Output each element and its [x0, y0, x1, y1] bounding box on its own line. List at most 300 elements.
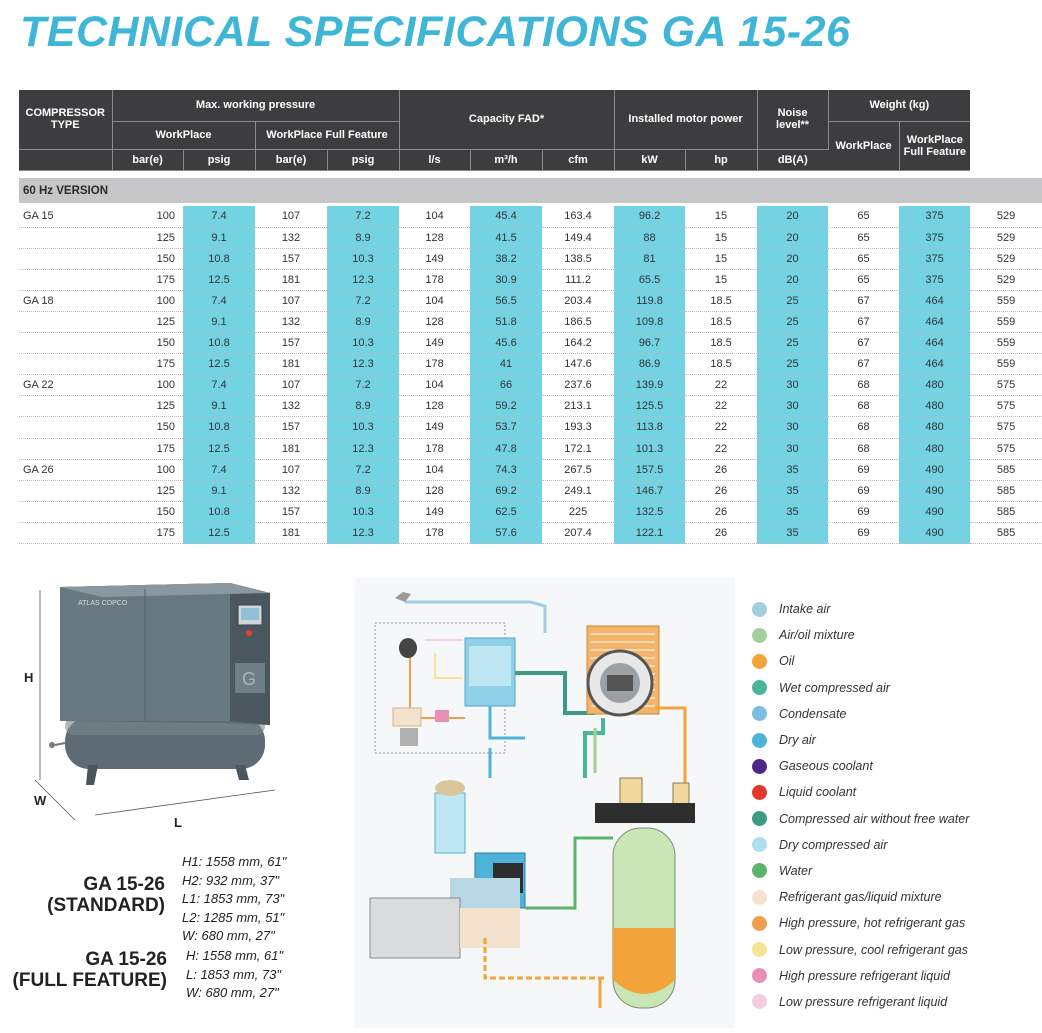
header-weight-workplace: WorkPlace	[828, 121, 899, 170]
table-cell-ff-bar: 8.9	[327, 227, 399, 248]
table-cell-ls: 56.5	[470, 290, 542, 311]
table-cell-ff-bar: 10.3	[327, 501, 399, 522]
legend-label: Intake air	[779, 602, 831, 617]
table-cell-hp: 35	[757, 480, 828, 501]
table-cell-hp: 35	[757, 459, 828, 480]
table-cell-ff-bar: 10.3	[327, 333, 399, 354]
table-cell-kw: 18.5	[685, 354, 757, 375]
svg-text:ATLAS COPCO: ATLAS COPCO	[78, 600, 128, 607]
table-cell-ff-psig: 104	[399, 375, 470, 396]
table-cell-cfm: 96.2	[614, 206, 685, 227]
table-cell-hp: 20	[757, 248, 828, 269]
table-cell-m3h: 237.6	[542, 375, 614, 396]
unit-header: psig	[327, 149, 399, 170]
table-cell-wp-psig: 157	[255, 248, 327, 269]
table-cell-ff-bar: 8.9	[327, 311, 399, 332]
table-row	[19, 459, 1042, 480]
legend-swatch	[752, 863, 767, 878]
table-cell-cfm: 132.5	[614, 501, 685, 522]
table-cell-wp-psig: 181	[255, 438, 327, 459]
legend-label: Liquid coolant	[779, 785, 857, 800]
dimension-item: W: 680 mm, 27"	[186, 985, 279, 1001]
table-cell-m3h: 186.5	[542, 311, 614, 332]
table-cell-w-ff: 575	[970, 417, 1042, 438]
table-cell-wp-psig: 132	[255, 480, 327, 501]
legend-label: High pressure, hot refrigerant gas	[779, 916, 966, 931]
table-cell-w-ff: 585	[970, 522, 1042, 543]
header-weight-full-feature: WorkPlace Full Feature	[899, 121, 970, 170]
legend-label: Wet compressed air	[779, 680, 890, 695]
table-cell-type: GA 26	[19, 459, 112, 480]
table-cell-cfm: 96.7	[614, 333, 685, 354]
legend-item	[752, 806, 984, 832]
unit-header: bar(e)	[112, 149, 183, 170]
table-cell-kw: 22	[685, 396, 757, 417]
table-cell-hp: 35	[757, 501, 828, 522]
table-cell-wp-bar: 7.4	[183, 290, 255, 311]
legend-label: Refrigerant gas/liquid mixture	[779, 890, 942, 905]
table-cell-cfm: 113.8	[614, 417, 685, 438]
full-feature-model-name	[13, 949, 167, 991]
table-cell-ff-psig: 149	[399, 248, 470, 269]
standard-name-line1: GA 15-26	[83, 874, 165, 895]
table-cell-cfm: 119.8	[614, 290, 685, 311]
table-cell-kw: 18.5	[685, 311, 757, 332]
table-cell-psi: 100	[112, 206, 183, 227]
dimension-item: L: 1853 mm, 73"	[186, 966, 281, 982]
table-row	[19, 522, 1042, 543]
table-cell-m3h: 147.6	[542, 354, 614, 375]
table-cell-cfm: 125.5	[614, 396, 685, 417]
table-cell-ls: 51.8	[470, 311, 542, 332]
table-cell-type	[19, 311, 112, 332]
dimension-l-label: L	[174, 815, 182, 830]
table-cell-m3h: 193.3	[542, 417, 614, 438]
legend-label: Water	[779, 863, 813, 878]
legend-item	[752, 675, 984, 701]
table-cell-db: 67	[828, 290, 899, 311]
legend-swatch	[752, 942, 767, 957]
table-cell-ff-bar: 10.3	[327, 417, 399, 438]
table-cell-hp: 30	[757, 438, 828, 459]
table-cell-w-wp: 464	[899, 290, 970, 311]
table-row	[19, 248, 1042, 269]
table-cell-psi: 150	[112, 333, 183, 354]
table-cell-wp-bar: 7.4	[183, 459, 255, 480]
legend-item	[752, 648, 984, 674]
table-cell-cfm: 81	[614, 248, 685, 269]
dimension-item: H1: 1558 mm, 61"	[182, 854, 287, 869]
table-cell-w-wp: 490	[899, 522, 970, 543]
table-cell-psi: 175	[112, 522, 183, 543]
table-cell-w-wp: 480	[899, 438, 970, 459]
table-cell-hp: 20	[757, 269, 828, 290]
full-feature-name-line2: (FULL FEATURE)	[12, 970, 167, 991]
table-cell-ff-psig: 128	[399, 480, 470, 501]
table-cell-hp: 35	[757, 522, 828, 543]
table-cell-kw: 15	[685, 248, 757, 269]
legend-label: Low pressure refrigerant liquid	[779, 994, 948, 1009]
standard-dimensions	[182, 853, 286, 946]
table-cell-ls: 47.8	[470, 438, 542, 459]
table-cell-w-ff: 559	[970, 290, 1042, 311]
table-cell-w-wp: 375	[899, 269, 970, 290]
table-cell-ff-bar: 7.2	[327, 375, 399, 396]
table-cell-w-ff: 585	[970, 480, 1042, 501]
table-cell-psi: 150	[112, 501, 183, 522]
table-cell-wp-bar: 12.5	[183, 438, 255, 459]
table-cell-w-ff: 529	[970, 206, 1042, 227]
legend-item	[752, 596, 984, 622]
legend-label: Dry compressed air	[779, 837, 888, 852]
table-cell-hp: 30	[757, 375, 828, 396]
full-feature-name-line1: GA 15-26	[85, 949, 167, 970]
table-cell-w-wp: 375	[899, 227, 970, 248]
table-cell-psi: 125	[112, 311, 183, 332]
table-cell-w-wp: 375	[899, 248, 970, 269]
table-cell-w-ff: 529	[970, 269, 1042, 290]
legend-item	[752, 832, 984, 858]
legend-swatch	[752, 968, 767, 983]
dimension-item: W: 680 mm, 27"	[182, 928, 275, 944]
table-cell-type	[19, 438, 112, 459]
table-cell-w-ff: 529	[970, 227, 1042, 248]
legend-swatch	[752, 706, 767, 721]
table-cell-cfm: 101.3	[614, 438, 685, 459]
table-cell-wp-bar: 12.5	[183, 354, 255, 375]
legend-swatch	[752, 759, 767, 774]
legend-swatch	[752, 811, 767, 826]
header-noise: Noise level**	[757, 90, 828, 149]
table-cell-kw: 15	[685, 269, 757, 290]
table-cell-m3h: 138.5	[542, 248, 614, 269]
table-cell-kw: 22	[685, 417, 757, 438]
table-cell-wp-bar: 9.1	[183, 480, 255, 501]
legend-swatch	[752, 680, 767, 695]
legend-swatch	[752, 785, 767, 800]
table-cell-w-ff: 575	[970, 438, 1042, 459]
table-cell-type	[19, 522, 112, 543]
legend-swatch	[752, 654, 767, 669]
header-compressor-type: COMPRESSOR TYPE	[19, 90, 112, 149]
table-cell-db: 68	[828, 375, 899, 396]
table-cell-ls: 41	[470, 354, 542, 375]
table-cell-ff-psig: 178	[399, 269, 470, 290]
table-cell-w-wp: 490	[899, 459, 970, 480]
legend-swatch	[752, 994, 767, 1009]
table-cell-db: 65	[828, 206, 899, 227]
table-cell-m3h: 149.4	[542, 227, 614, 248]
legend-item	[752, 910, 984, 936]
header-capacity: Capacity FAD*	[399, 90, 614, 149]
table-cell-psi: 175	[112, 354, 183, 375]
legend-item	[752, 936, 984, 962]
spec-table	[19, 90, 1042, 544]
table-cell-psi: 125	[112, 227, 183, 248]
table-cell-cfm: 86.9	[614, 354, 685, 375]
table-cell-ff-bar: 8.9	[327, 480, 399, 501]
table-cell-cfm: 109.8	[614, 311, 685, 332]
unit-header: dB(A)	[757, 149, 828, 170]
table-cell-kw: 26	[685, 480, 757, 501]
table-cell-w-ff: 575	[970, 375, 1042, 396]
table-cell-m3h: 249.1	[542, 480, 614, 501]
table-cell-ls: 74.3	[470, 459, 542, 480]
version-label: 60 Hz VERSION	[19, 178, 1042, 203]
table-cell-wp-psig: 181	[255, 269, 327, 290]
table-cell-wp-bar: 12.5	[183, 522, 255, 543]
legend-item	[752, 858, 984, 884]
legend-label: Oil	[779, 654, 795, 669]
header-max-pressure: Max. working pressure	[112, 90, 399, 121]
legend-item	[752, 884, 984, 910]
legend-swatch	[752, 602, 767, 617]
table-cell-ff-bar: 7.2	[327, 459, 399, 480]
table-cell-db: 67	[828, 311, 899, 332]
table-cell-wp-psig: 181	[255, 354, 327, 375]
table-cell-ff-psig: 104	[399, 206, 470, 227]
table-cell-kw: 15	[685, 227, 757, 248]
table-row	[19, 311, 1042, 332]
table-cell-hp: 20	[757, 227, 828, 248]
legend-item	[752, 701, 984, 727]
table-cell-wp-psig: 157	[255, 501, 327, 522]
table-cell-db: 67	[828, 354, 899, 375]
table-cell-w-wp: 490	[899, 501, 970, 522]
unit-header: psig	[183, 149, 255, 170]
table-cell-hp: 30	[757, 417, 828, 438]
legend-label: Low pressure, cool refrigerant gas	[779, 942, 968, 957]
table-cell-wp-bar: 7.4	[183, 206, 255, 227]
table-cell-wp-psig: 181	[255, 522, 327, 543]
table-cell-ff-psig: 128	[399, 227, 470, 248]
legend-item	[752, 779, 984, 805]
table-cell-ls: 53.7	[470, 417, 542, 438]
table-cell-w-ff: 585	[970, 501, 1042, 522]
table-cell-cfm: 157.5	[614, 459, 685, 480]
table-cell-db: 67	[828, 333, 899, 354]
dimension-item: L2: 1285 mm, 51"	[182, 909, 285, 925]
table-cell-db: 68	[828, 417, 899, 438]
legend-item	[752, 753, 984, 779]
table-row	[19, 290, 1042, 311]
table-cell-wp-psig: 107	[255, 375, 327, 396]
table-cell-kw: 18.5	[685, 290, 757, 311]
table-cell-cfm: 139.9	[614, 375, 685, 396]
table-cell-ls: 30.9	[470, 269, 542, 290]
unit-header: cfm	[542, 149, 614, 170]
table-cell-ls: 66	[470, 375, 542, 396]
compressor-drawing	[20, 575, 320, 835]
table-cell-kw: 22	[685, 438, 757, 459]
table-cell-w-ff: 585	[970, 459, 1042, 480]
table-cell-ls: 45.4	[470, 206, 542, 227]
header-workplace-ff: WorkPlace Full Feature	[255, 121, 399, 149]
table-cell-hp: 25	[757, 333, 828, 354]
standard-name-line2: (STANDARD)	[47, 895, 165, 916]
table-cell-wp-bar: 9.1	[183, 396, 255, 417]
flow-diagram-drawing	[355, 578, 735, 1028]
table-cell-ff-psig: 178	[399, 438, 470, 459]
table-cell-wp-bar: 10.8	[183, 248, 255, 269]
table-cell-db: 65	[828, 227, 899, 248]
legend-swatch	[752, 837, 767, 852]
table-cell-ff-psig: 128	[399, 396, 470, 417]
table-cell-w-wp: 480	[899, 396, 970, 417]
table-cell-w-wp: 464	[899, 354, 970, 375]
table-cell-ff-bar: 12.3	[327, 438, 399, 459]
table-cell-hp: 25	[757, 290, 828, 311]
table-cell-type	[19, 396, 112, 417]
table-cell-w-wp: 490	[899, 480, 970, 501]
table-cell-ff-bar: 12.3	[327, 522, 399, 543]
dimension-item: L1: 1853 mm, 73"	[182, 891, 285, 907]
table-cell-m3h: 203.4	[542, 290, 614, 311]
table-cell-type	[19, 501, 112, 522]
table-cell-db: 65	[828, 269, 899, 290]
table-cell-psi: 100	[112, 290, 183, 311]
table-cell-psi: 175	[112, 438, 183, 459]
legend-item	[752, 727, 984, 753]
table-cell-db: 65	[828, 248, 899, 269]
legend-label: Dry air	[779, 733, 816, 748]
table-cell-w-wp: 464	[899, 333, 970, 354]
table-cell-type	[19, 333, 112, 354]
table-cell-ff-bar: 7.2	[327, 206, 399, 227]
unit-header: bar(e)	[255, 149, 327, 170]
dimension-w-label: W	[34, 793, 47, 808]
table-cell-m3h: 207.4	[542, 522, 614, 543]
table-cell-w-wp: 480	[899, 417, 970, 438]
table-cell-ls: 59.2	[470, 396, 542, 417]
table-cell-ls: 57.6	[470, 522, 542, 543]
header-weight: Weight (kg)	[828, 90, 970, 121]
table-cell-ff-psig: 178	[399, 522, 470, 543]
table-cell-w-ff: 559	[970, 311, 1042, 332]
legend-swatch	[752, 916, 767, 931]
table-cell-kw: 26	[685, 459, 757, 480]
table-cell-hp: 30	[757, 396, 828, 417]
legend-item	[752, 989, 984, 1015]
table-cell-ls: 69.2	[470, 480, 542, 501]
table-cell-db: 68	[828, 438, 899, 459]
table-cell-kw: 18.5	[685, 333, 757, 354]
table-cell-db: 69	[828, 480, 899, 501]
legend-label: Air/oil mixture	[779, 628, 855, 643]
full-feature-dimensions	[186, 947, 283, 1003]
table-cell-ls: 41.5	[470, 227, 542, 248]
legend-item	[752, 963, 984, 989]
header-empty-cell	[19, 149, 112, 170]
table-cell-m3h: 164.2	[542, 333, 614, 354]
table-cell-w-ff: 575	[970, 396, 1042, 417]
table-cell-ff-psig: 104	[399, 290, 470, 311]
table-cell-type	[19, 227, 112, 248]
unit-header: kW	[614, 149, 685, 170]
table-cell-wp-bar: 10.8	[183, 417, 255, 438]
standard-model-name	[47, 874, 165, 916]
table-cell-type: GA 22	[19, 375, 112, 396]
table-cell-ls: 38.2	[470, 248, 542, 269]
table-cell-ff-psig: 149	[399, 501, 470, 522]
legend-item	[752, 622, 984, 648]
table-cell-ff-bar: 12.3	[327, 354, 399, 375]
table-cell-db: 69	[828, 522, 899, 543]
table-cell-kw: 26	[685, 501, 757, 522]
table-cell-ls: 62.5	[470, 501, 542, 522]
table-cell-kw: 15	[685, 206, 757, 227]
unit-header: m³/h	[470, 149, 542, 170]
table-cell-cfm: 146.7	[614, 480, 685, 501]
legend-swatch	[752, 890, 767, 905]
table-cell-cfm: 122.1	[614, 522, 685, 543]
table-cell-wp-psig: 132	[255, 396, 327, 417]
table-cell-ff-bar: 12.3	[327, 269, 399, 290]
table-cell-psi: 125	[112, 480, 183, 501]
table-cell-db: 69	[828, 459, 899, 480]
unit-header: hp	[685, 149, 757, 170]
table-cell-w-wp: 375	[899, 206, 970, 227]
table-cell-wp-bar: 9.1	[183, 311, 255, 332]
table-cell-ff-psig: 149	[399, 333, 470, 354]
legend-label: Compressed air without free water	[779, 811, 970, 826]
table-cell-w-wp: 464	[899, 311, 970, 332]
dimension-item: H2: 932 mm, 37"	[182, 872, 280, 888]
svg-text:G: G	[242, 669, 257, 689]
flow-diagram	[355, 578, 735, 1028]
table-cell-hp: 25	[757, 354, 828, 375]
compressor-illustration	[20, 575, 320, 835]
table-cell-db: 68	[828, 396, 899, 417]
legend-label: High pressure refrigerant liquid	[779, 968, 950, 983]
unit-header: l/s	[399, 149, 470, 170]
table-cell-m3h: 111.2	[542, 269, 614, 290]
table-cell-m3h: 267.5	[542, 459, 614, 480]
table-cell-w-wp: 480	[899, 375, 970, 396]
table-cell-ff-psig: 104	[399, 459, 470, 480]
table-row	[19, 354, 1042, 375]
table-cell-psi: 150	[112, 248, 183, 269]
legend	[752, 596, 984, 1015]
table-cell-hp: 20	[757, 206, 828, 227]
legend-label: Gaseous coolant	[779, 759, 873, 774]
table-cell-wp-bar: 9.1	[183, 227, 255, 248]
header-workplace: WorkPlace	[112, 121, 255, 149]
table-cell-w-ff: 529	[970, 248, 1042, 269]
table-cell-wp-bar: 7.4	[183, 375, 255, 396]
table-row	[19, 417, 1042, 438]
table-cell-w-ff: 559	[970, 333, 1042, 354]
table-cell-psi: 125	[112, 396, 183, 417]
table-cell-ff-psig: 149	[399, 417, 470, 438]
table-cell-cfm: 65.5	[614, 269, 685, 290]
table-cell-wp-psig: 157	[255, 333, 327, 354]
table-cell-kw: 26	[685, 522, 757, 543]
table-row	[19, 396, 1042, 417]
table-row	[19, 375, 1042, 396]
table-cell-hp: 25	[757, 311, 828, 332]
table-cell-psi: 150	[112, 417, 183, 438]
table-cell-db: 69	[828, 501, 899, 522]
table-cell-wp-psig: 107	[255, 206, 327, 227]
table-cell-wp-bar: 10.8	[183, 501, 255, 522]
table-cell-m3h: 172.1	[542, 438, 614, 459]
table-row	[19, 227, 1042, 248]
header-motor-power: Installed motor power	[614, 90, 757, 149]
table-cell-psi: 100	[112, 459, 183, 480]
table-cell-wp-psig: 107	[255, 459, 327, 480]
table-cell-type	[19, 417, 112, 438]
